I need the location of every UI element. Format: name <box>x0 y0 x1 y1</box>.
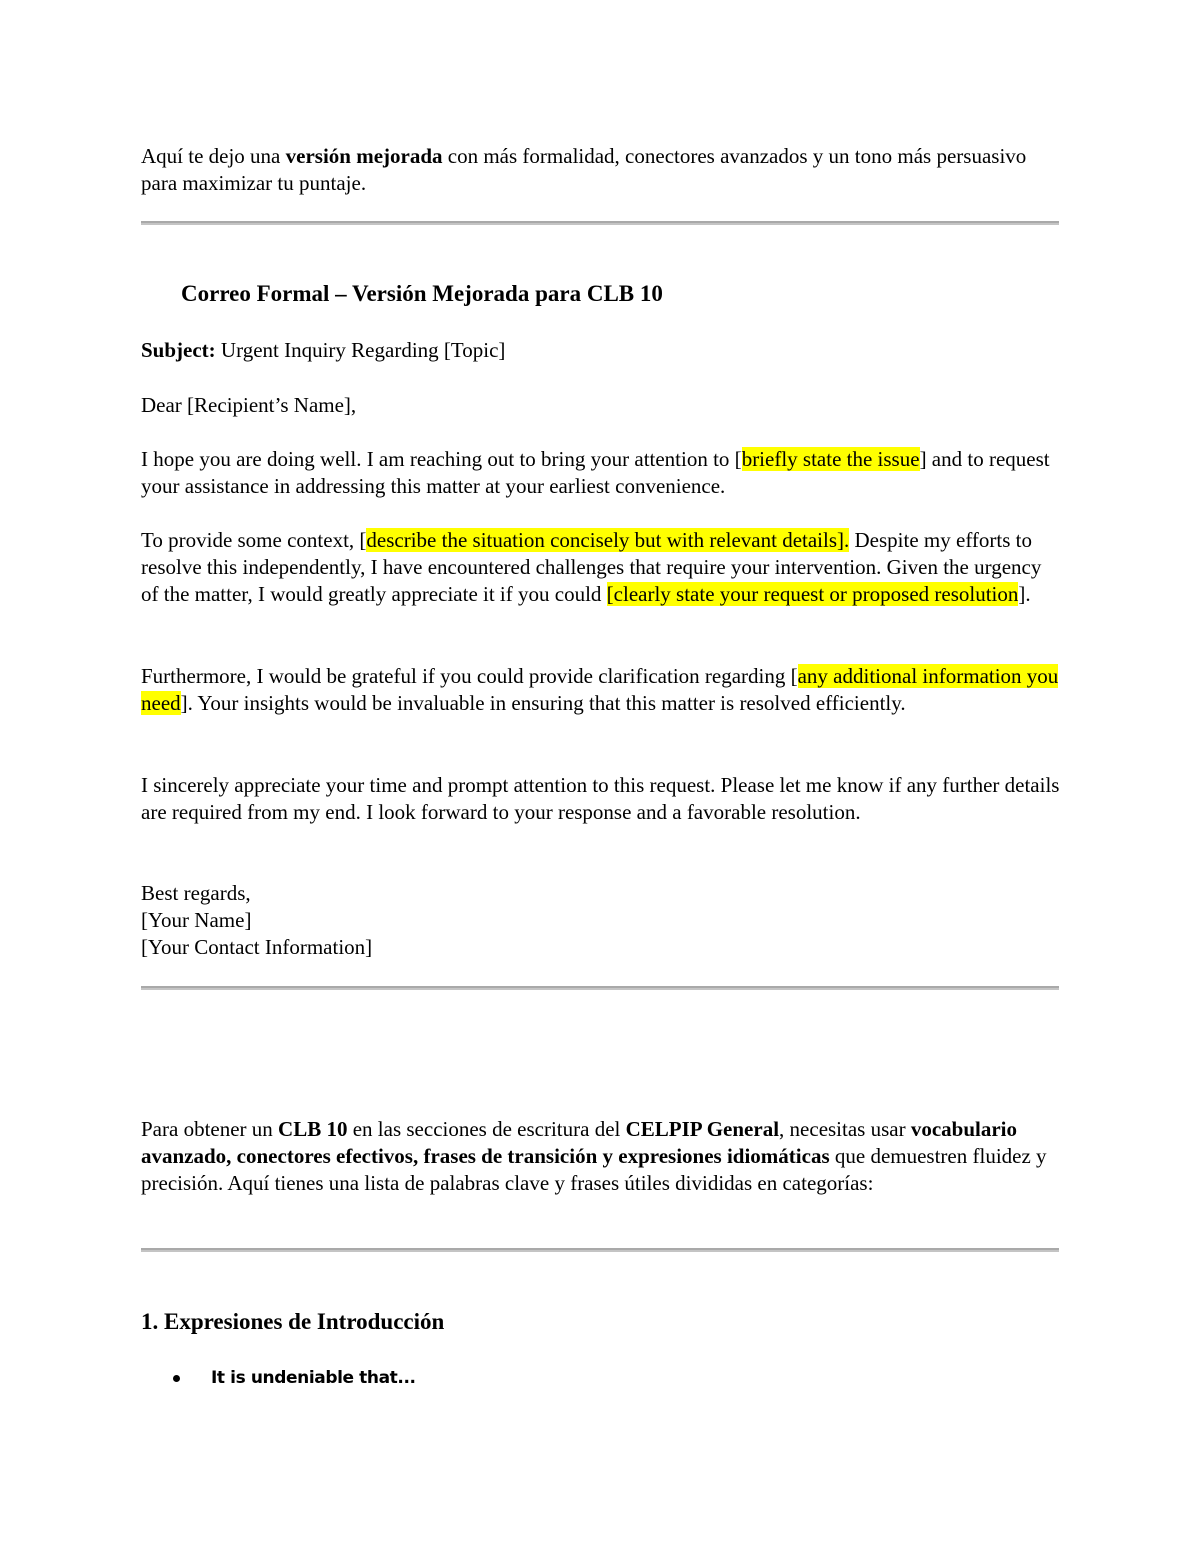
p2-text-3: ]. <box>1018 582 1031 606</box>
list-item <box>173 1366 416 1390</box>
horizontal-rule-1 <box>141 221 1059 225</box>
guide-paragraph <box>141 1116 1061 1197</box>
guide-bold-1: CLB 10 <box>278 1117 348 1141</box>
guide-bold-3: vocabulario avanzado, conectores efectivos, frases de transición y expresiones idiomáticas <box>141 1117 1018 1168</box>
subject-label: Subject: <box>141 338 216 362</box>
signature-contact: [Your Contact Information] <box>141 935 373 959</box>
p1-highlight-1: briefly state the issue <box>741 447 920 471</box>
p3-text-1: Furthermore, I would be grateful if you could provide clarification regarding [ <box>141 664 798 688</box>
email-paragraph-1 <box>141 446 1061 500</box>
list-item-text: It is undeniable that... <box>211 1368 416 1388</box>
p2-text-2: Despite my efforts to resolve this independently, I have encountered challenges that require your intervention. Given the urgency of the matter, I would greatly appreciate it if you could <box>141 528 1042 606</box>
p1-text-2: ] and to request your assistance in addressing this matter at your earliest convenience. <box>141 447 1050 498</box>
signature-name: [Your Name] <box>141 908 252 932</box>
intro-text-1: Aquí te dejo una <box>141 144 286 168</box>
subject-line <box>141 337 1061 364</box>
greeting: Dear [Recipient’s Name], <box>141 393 357 417</box>
intro-paragraph <box>141 143 1061 197</box>
horizontal-rule-3 <box>141 1248 1059 1252</box>
p1-text-1: I hope you are doing well. I am reaching out to bring your attention to [ <box>141 447 742 471</box>
guide-text-1: Para obtener un <box>141 1117 279 1141</box>
intro-text-2: con más formalidad, conectores avanzados y un tono más persuasivo para maximizar tu puntaje. <box>141 144 1027 195</box>
p2-text-1: To provide some context, [ <box>141 528 367 552</box>
bullet-icon <box>173 1375 180 1382</box>
intro-bold-1: versión mejorada <box>285 144 443 168</box>
email-paragraph-3 <box>141 663 1061 717</box>
p2-highlight-2: [clearly state your request or proposed resolution <box>606 582 1019 606</box>
email-paragraph-2 <box>141 527 1061 608</box>
p3-text-2: ]. Your insights would be invaluable in ensuring that this matter is resolved efficiently. <box>180 691 906 715</box>
email-title: Correo Formal – Versión Mejorada para CLB 10 <box>181 281 663 306</box>
horizontal-rule-2 <box>141 986 1059 990</box>
p2-highlight-1: describe the situation concisely but with relevant details]. <box>366 528 850 552</box>
guide-bold-2: CELPIP General <box>625 1117 780 1141</box>
guide-text-4: que demuestren fluidez y precisión. Aquí tienes una lista de palabras clave y frases útiles divididas en categorías: <box>141 1144 1047 1195</box>
section-heading: 1. Expresiones de Introducción <box>141 1309 445 1334</box>
closing: Best regards, <box>141 881 251 905</box>
guide-text-2: en las secciones de escritura del <box>347 1117 626 1141</box>
email-paragraph-4: I sincerely appreciate your time and prompt attention to this request. Please let me know if any further details are required from my end. I look forward to your response and a favorable resolution. <box>141 773 1060 824</box>
p3-highlight-1: any additional information you need <box>141 664 1059 715</box>
guide-text-3: , necesitas usar <box>779 1117 911 1141</box>
subject-value: Urgent Inquiry Regarding [Topic] <box>215 338 506 362</box>
